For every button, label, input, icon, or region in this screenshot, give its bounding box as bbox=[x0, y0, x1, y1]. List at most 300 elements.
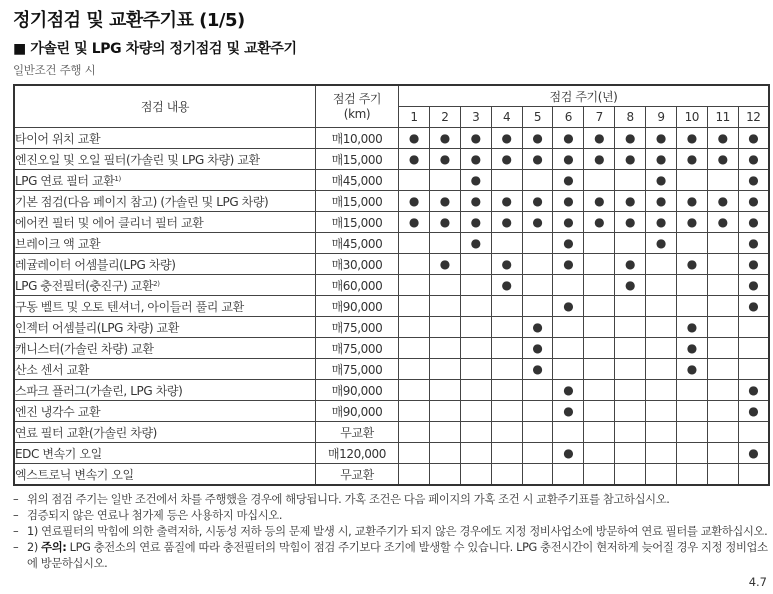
dot-icon: ● bbox=[532, 320, 543, 334]
table-row bbox=[14, 464, 769, 486]
table-row bbox=[14, 380, 769, 401]
table-row bbox=[14, 443, 769, 464]
year-cell-7 bbox=[584, 422, 615, 443]
header-year-7: 7 bbox=[584, 107, 615, 128]
year-cell-11 bbox=[707, 464, 738, 486]
year-cell-4 bbox=[491, 191, 522, 212]
footnote-marker: 1) bbox=[114, 174, 121, 183]
year-cell-6 bbox=[553, 401, 584, 422]
row-item bbox=[14, 401, 316, 422]
year-cell-10 bbox=[676, 296, 707, 317]
row-km-interval: 매15,000 bbox=[316, 149, 399, 170]
year-cell-5 bbox=[522, 128, 553, 149]
year-cell-7 bbox=[584, 212, 615, 233]
row-item bbox=[14, 443, 316, 464]
dot-icon: ● bbox=[563, 194, 574, 208]
year-cell-8 bbox=[615, 359, 646, 380]
table-row bbox=[14, 170, 769, 191]
year-cell-8 bbox=[615, 212, 646, 233]
dot-icon: ● bbox=[408, 215, 419, 229]
year-cell-9 bbox=[646, 149, 677, 170]
year-cell-10 bbox=[676, 254, 707, 275]
row-item-label: LPG 충전필터(충진구) 교환 bbox=[15, 278, 154, 293]
year-cell-9 bbox=[646, 191, 677, 212]
year-cell-6 bbox=[553, 422, 584, 443]
table-row bbox=[14, 191, 769, 212]
year-cell-9 bbox=[646, 338, 677, 359]
year-cell-1 bbox=[399, 317, 430, 338]
year-cell-6 bbox=[553, 212, 584, 233]
dot-icon: ● bbox=[625, 194, 636, 208]
footnotes bbox=[13, 492, 770, 572]
note-text bbox=[27, 524, 770, 540]
dot-icon: ● bbox=[748, 299, 759, 313]
year-cell-8 bbox=[615, 170, 646, 191]
dot-icon: ● bbox=[532, 215, 543, 229]
dot-icon: ● bbox=[563, 215, 574, 229]
note-body: 검증되지 않은 연료나 첨가제 등은 사용하지 마십시오. bbox=[27, 509, 283, 522]
dot-icon: ● bbox=[625, 278, 636, 292]
row-item-label: 엔진오일 및 오일 필터(가솔린 및 LPG 차량) 교환 bbox=[15, 152, 260, 167]
dot-icon: ● bbox=[501, 278, 512, 292]
header-item: 점검 내용 bbox=[14, 85, 316, 128]
condition-label: 일반조건 주행 시 bbox=[13, 63, 96, 77]
row-km-interval: 매75,000 bbox=[316, 317, 399, 338]
year-cell-4 bbox=[491, 149, 522, 170]
year-cell-4 bbox=[491, 212, 522, 233]
dot-icon: ● bbox=[563, 152, 574, 166]
note-item bbox=[13, 508, 770, 524]
table-row bbox=[14, 359, 769, 380]
dot-icon: ● bbox=[563, 173, 574, 187]
year-cell-10 bbox=[676, 212, 707, 233]
row-item bbox=[14, 464, 316, 486]
year-cell-4 bbox=[491, 254, 522, 275]
year-cell-10 bbox=[676, 338, 707, 359]
year-cell-8 bbox=[615, 401, 646, 422]
dot-icon: ● bbox=[655, 152, 666, 166]
year-cell-7 bbox=[584, 443, 615, 464]
dot-icon: ● bbox=[748, 194, 759, 208]
note-body: LPG 충전소의 연료 품질에 따라 충전필터의 막힘이 점검 주기보다 조기에 발생할 수 있습니다. LPG 충전시간이 현저하게 늦어질 경우 지정 정비업소에 방문하십시오. bbox=[27, 541, 768, 570]
year-cell-3 bbox=[460, 233, 491, 254]
year-cell-3 bbox=[460, 380, 491, 401]
dot-icon: ● bbox=[717, 215, 728, 229]
dot-icon: ● bbox=[594, 131, 605, 145]
row-km-interval: 매90,000 bbox=[316, 296, 399, 317]
year-cell-1 bbox=[399, 275, 430, 296]
year-cell-10 bbox=[676, 443, 707, 464]
dot-icon: ● bbox=[686, 215, 697, 229]
year-cell-5 bbox=[522, 233, 553, 254]
year-cell-7 bbox=[584, 380, 615, 401]
year-cell-4 bbox=[491, 464, 522, 486]
year-cell-7 bbox=[584, 317, 615, 338]
dot-icon: ● bbox=[748, 173, 759, 187]
year-cell-1 bbox=[399, 338, 430, 359]
dot-icon: ● bbox=[748, 215, 759, 229]
year-cell-7 bbox=[584, 233, 615, 254]
year-cell-10 bbox=[676, 401, 707, 422]
dot-icon: ● bbox=[563, 446, 574, 460]
year-cell-7 bbox=[584, 359, 615, 380]
dot-icon: ● bbox=[717, 194, 728, 208]
year-cell-9 bbox=[646, 422, 677, 443]
year-cell-5 bbox=[522, 212, 553, 233]
year-cell-10 bbox=[676, 422, 707, 443]
year-cell-7 bbox=[584, 254, 615, 275]
dot-icon: ● bbox=[748, 257, 759, 271]
year-cell-6 bbox=[553, 380, 584, 401]
year-cell-3 bbox=[460, 128, 491, 149]
year-cell-8 bbox=[615, 254, 646, 275]
year-cell-6 bbox=[553, 338, 584, 359]
row-item-label: 기본 점검(다음 페이지 참고) (가솔린 및 LPG 차량) bbox=[15, 194, 269, 209]
year-cell-1 bbox=[399, 401, 430, 422]
note-item bbox=[13, 524, 770, 540]
dot-icon: ● bbox=[532, 341, 543, 355]
row-item bbox=[14, 275, 316, 296]
row-km-interval: 매90,000 bbox=[316, 380, 399, 401]
dot-icon: ● bbox=[501, 215, 512, 229]
header-year-9: 9 bbox=[646, 107, 677, 128]
year-cell-4 bbox=[491, 317, 522, 338]
header-year-11: 11 bbox=[707, 107, 738, 128]
year-cell-11 bbox=[707, 317, 738, 338]
row-item-label: 캐니스터(가솔린 차량) 교환 bbox=[15, 341, 154, 356]
year-cell-2 bbox=[429, 254, 460, 275]
dot-icon: ● bbox=[594, 215, 605, 229]
table-row bbox=[14, 275, 769, 296]
dash-bullet: – bbox=[13, 541, 19, 554]
table-row bbox=[14, 128, 769, 149]
year-cell-1 bbox=[399, 443, 430, 464]
dot-icon: ● bbox=[625, 152, 636, 166]
year-cell-9 bbox=[646, 254, 677, 275]
year-cell-12 bbox=[738, 317, 769, 338]
dot-icon: ● bbox=[532, 131, 543, 145]
dot-icon: ● bbox=[748, 278, 759, 292]
header-year-8: 8 bbox=[615, 107, 646, 128]
year-cell-2 bbox=[429, 170, 460, 191]
year-cell-11 bbox=[707, 422, 738, 443]
table-row bbox=[14, 296, 769, 317]
year-cell-9 bbox=[646, 212, 677, 233]
year-cell-9 bbox=[646, 359, 677, 380]
year-cell-11 bbox=[707, 443, 738, 464]
note-text bbox=[27, 540, 770, 572]
year-cell-8 bbox=[615, 317, 646, 338]
row-item-label: 인젝터 어셈블리(LPG 차량) 교환 bbox=[15, 320, 179, 335]
row-item bbox=[14, 128, 316, 149]
header-year-5: 5 bbox=[522, 107, 553, 128]
row-item-label: LPG 연료 필터 교환 bbox=[15, 173, 115, 188]
row-item bbox=[14, 380, 316, 401]
row-item bbox=[14, 233, 316, 254]
year-cell-6 bbox=[553, 191, 584, 212]
year-cell-4 bbox=[491, 128, 522, 149]
row-item bbox=[14, 296, 316, 317]
row-item-label: 엔진 냉각수 교환 bbox=[15, 404, 101, 419]
year-cell-5 bbox=[522, 254, 553, 275]
year-cell-7 bbox=[584, 170, 615, 191]
dot-icon: ● bbox=[439, 152, 450, 166]
header-year-4: 4 bbox=[491, 107, 522, 128]
row-km-interval: 매120,000 bbox=[316, 443, 399, 464]
year-cell-2 bbox=[429, 296, 460, 317]
dash-bullet: – bbox=[13, 509, 19, 522]
row-item-label: 타이어 위치 교환 bbox=[15, 131, 101, 146]
year-cell-12 bbox=[738, 359, 769, 380]
year-cell-11 bbox=[707, 359, 738, 380]
dot-icon: ● bbox=[563, 236, 574, 250]
dot-icon: ● bbox=[594, 194, 605, 208]
year-cell-6 bbox=[553, 464, 584, 486]
dot-icon: ● bbox=[748, 446, 759, 460]
dot-icon: ● bbox=[686, 362, 697, 376]
year-cell-6 bbox=[553, 233, 584, 254]
dot-icon: ● bbox=[655, 194, 666, 208]
year-cell-10 bbox=[676, 275, 707, 296]
year-cell-4 bbox=[491, 338, 522, 359]
note-text bbox=[27, 492, 770, 508]
dot-icon: ● bbox=[470, 194, 481, 208]
dot-icon: ● bbox=[717, 152, 728, 166]
row-item bbox=[14, 254, 316, 275]
year-cell-10 bbox=[676, 380, 707, 401]
year-cell-7 bbox=[584, 338, 615, 359]
dot-icon: ● bbox=[655, 215, 666, 229]
year-cell-9 bbox=[646, 275, 677, 296]
year-cell-3 bbox=[460, 170, 491, 191]
year-cell-8 bbox=[615, 338, 646, 359]
note-prefix: 2) bbox=[27, 541, 42, 554]
year-cell-1 bbox=[399, 422, 430, 443]
row-item-label: 레귤레이터 어셈블리(LPG 차량) bbox=[15, 257, 176, 272]
year-cell-1 bbox=[399, 359, 430, 380]
year-cell-9 bbox=[646, 443, 677, 464]
year-cell-1 bbox=[399, 128, 430, 149]
year-cell-6 bbox=[553, 317, 584, 338]
year-cell-10 bbox=[676, 170, 707, 191]
row-item-label: 연료 필터 교환(가솔린 차량) bbox=[15, 425, 157, 440]
year-cell-5 bbox=[522, 317, 553, 338]
row-item-label: 스파크 플러그(가솔린, LPG 차량) bbox=[15, 383, 183, 398]
year-cell-5 bbox=[522, 443, 553, 464]
table-row bbox=[14, 401, 769, 422]
year-cell-12 bbox=[738, 422, 769, 443]
dot-icon: ● bbox=[563, 131, 574, 145]
year-cell-12 bbox=[738, 170, 769, 191]
dot-icon: ● bbox=[655, 236, 666, 250]
year-cell-1 bbox=[399, 212, 430, 233]
year-cell-4 bbox=[491, 359, 522, 380]
year-cell-3 bbox=[460, 191, 491, 212]
year-cell-5 bbox=[522, 380, 553, 401]
dot-icon: ● bbox=[501, 257, 512, 271]
year-cell-2 bbox=[429, 359, 460, 380]
dot-icon: ● bbox=[501, 131, 512, 145]
row-item-label: 산소 센서 교환 bbox=[15, 362, 89, 377]
year-cell-2 bbox=[429, 401, 460, 422]
row-item bbox=[14, 317, 316, 338]
row-item-label: 엑스트로닉 변속기 오일 bbox=[15, 467, 134, 482]
row-km-interval: 매30,000 bbox=[316, 254, 399, 275]
table-row bbox=[14, 212, 769, 233]
year-cell-8 bbox=[615, 443, 646, 464]
note-item bbox=[13, 540, 770, 572]
row-item bbox=[14, 422, 316, 443]
year-cell-4 bbox=[491, 170, 522, 191]
year-cell-1 bbox=[399, 170, 430, 191]
row-km-interval: 매45,000 bbox=[316, 170, 399, 191]
year-cell-7 bbox=[584, 275, 615, 296]
year-cell-11 bbox=[707, 170, 738, 191]
row-item-label: 에어컨 필터 및 에어 클리너 필터 교환 bbox=[15, 215, 204, 230]
dot-icon: ● bbox=[470, 236, 481, 250]
year-cell-4 bbox=[491, 296, 522, 317]
row-km-interval: 매75,000 bbox=[316, 359, 399, 380]
table-row bbox=[14, 254, 769, 275]
dot-icon: ● bbox=[563, 383, 574, 397]
year-cell-2 bbox=[429, 317, 460, 338]
dot-icon: ● bbox=[563, 299, 574, 313]
year-cell-2 bbox=[429, 275, 460, 296]
dot-icon: ● bbox=[532, 362, 543, 376]
year-cell-12 bbox=[738, 380, 769, 401]
year-cell-3 bbox=[460, 464, 491, 486]
year-cell-12 bbox=[738, 338, 769, 359]
year-cell-10 bbox=[676, 149, 707, 170]
row-km-interval: 매75,000 bbox=[316, 338, 399, 359]
year-cell-9 bbox=[646, 380, 677, 401]
year-cell-5 bbox=[522, 296, 553, 317]
row-km-interval: 매10,000 bbox=[316, 128, 399, 149]
year-cell-1 bbox=[399, 233, 430, 254]
row-km-interval: 매15,000 bbox=[316, 212, 399, 233]
dot-icon: ● bbox=[686, 341, 697, 355]
year-cell-6 bbox=[553, 443, 584, 464]
row-item bbox=[14, 170, 316, 191]
year-cell-4 bbox=[491, 401, 522, 422]
year-cell-9 bbox=[646, 170, 677, 191]
table-row bbox=[14, 422, 769, 443]
note-warning: 주의: bbox=[41, 541, 67, 554]
year-cell-7 bbox=[584, 128, 615, 149]
dash-bullet: – bbox=[13, 525, 19, 538]
year-cell-6 bbox=[553, 254, 584, 275]
year-cell-1 bbox=[399, 296, 430, 317]
year-cell-11 bbox=[707, 212, 738, 233]
row-item-label: 브레이크 액 교환 bbox=[15, 236, 101, 251]
year-cell-5 bbox=[522, 401, 553, 422]
year-cell-3 bbox=[460, 254, 491, 275]
maintenance-schedule-table bbox=[13, 84, 770, 486]
page-title: 정기점검 및 교환주기표 (1/5) bbox=[13, 10, 245, 31]
year-cell-3 bbox=[460, 212, 491, 233]
dot-icon: ● bbox=[748, 236, 759, 250]
dot-icon: ● bbox=[594, 152, 605, 166]
year-cell-2 bbox=[429, 464, 460, 486]
year-cell-4 bbox=[491, 422, 522, 443]
year-cell-8 bbox=[615, 233, 646, 254]
year-cell-2 bbox=[429, 149, 460, 170]
note-body: 위의 점검 주기는 일반 조건에서 차를 주행했을 경우에 해당됩니다. 가혹 조건은 다음 페이지의 가혹 조건 시 교환주기표를 참고하십시오. bbox=[27, 493, 670, 506]
year-cell-10 bbox=[676, 359, 707, 380]
year-cell-2 bbox=[429, 443, 460, 464]
dot-icon: ● bbox=[470, 131, 481, 145]
year-cell-5 bbox=[522, 422, 553, 443]
row-km-interval: 매15,000 bbox=[316, 191, 399, 212]
year-cell-6 bbox=[553, 275, 584, 296]
year-cell-10 bbox=[676, 317, 707, 338]
row-km-interval: 매45,000 bbox=[316, 233, 399, 254]
dot-icon: ● bbox=[748, 131, 759, 145]
dot-icon: ● bbox=[748, 383, 759, 397]
year-cell-6 bbox=[553, 170, 584, 191]
dot-icon: ● bbox=[748, 404, 759, 418]
year-cell-11 bbox=[707, 380, 738, 401]
header-km-line1: 점검 주기 bbox=[332, 91, 382, 106]
row-item bbox=[14, 212, 316, 233]
year-cell-2 bbox=[429, 380, 460, 401]
year-cell-1 bbox=[399, 380, 430, 401]
year-cell-6 bbox=[553, 149, 584, 170]
year-cell-12 bbox=[738, 275, 769, 296]
dot-icon: ● bbox=[439, 131, 450, 145]
year-cell-8 bbox=[615, 149, 646, 170]
row-item bbox=[14, 338, 316, 359]
table-row bbox=[14, 233, 769, 254]
header-year-12: 12 bbox=[738, 107, 769, 128]
year-cell-9 bbox=[646, 317, 677, 338]
note-text bbox=[27, 508, 770, 524]
row-item bbox=[14, 149, 316, 170]
page-number: 4.7 bbox=[748, 575, 767, 589]
year-cell-10 bbox=[676, 191, 707, 212]
dot-icon: ● bbox=[470, 173, 481, 187]
dot-icon: ● bbox=[748, 152, 759, 166]
year-cell-11 bbox=[707, 401, 738, 422]
year-cell-5 bbox=[522, 275, 553, 296]
dot-icon: ● bbox=[470, 152, 481, 166]
year-cell-11 bbox=[707, 128, 738, 149]
year-cell-3 bbox=[460, 443, 491, 464]
dot-icon: ● bbox=[470, 215, 481, 229]
dot-icon: ● bbox=[501, 152, 512, 166]
dot-icon: ● bbox=[625, 131, 636, 145]
header-year-2: 2 bbox=[429, 107, 460, 128]
year-cell-5 bbox=[522, 149, 553, 170]
year-cell-8 bbox=[615, 296, 646, 317]
year-cell-8 bbox=[615, 275, 646, 296]
year-cell-3 bbox=[460, 317, 491, 338]
year-cell-2 bbox=[429, 422, 460, 443]
row-item bbox=[14, 191, 316, 212]
year-cell-7 bbox=[584, 149, 615, 170]
year-cell-2 bbox=[429, 233, 460, 254]
dot-icon: ● bbox=[408, 194, 419, 208]
year-cell-1 bbox=[399, 464, 430, 486]
year-cell-5 bbox=[522, 338, 553, 359]
year-cell-4 bbox=[491, 443, 522, 464]
year-cell-11 bbox=[707, 233, 738, 254]
row-item bbox=[14, 359, 316, 380]
header-years: 점검 주기(년) bbox=[399, 85, 770, 107]
table-body bbox=[14, 128, 769, 486]
dash-bullet: – bbox=[13, 493, 19, 506]
year-cell-7 bbox=[584, 401, 615, 422]
